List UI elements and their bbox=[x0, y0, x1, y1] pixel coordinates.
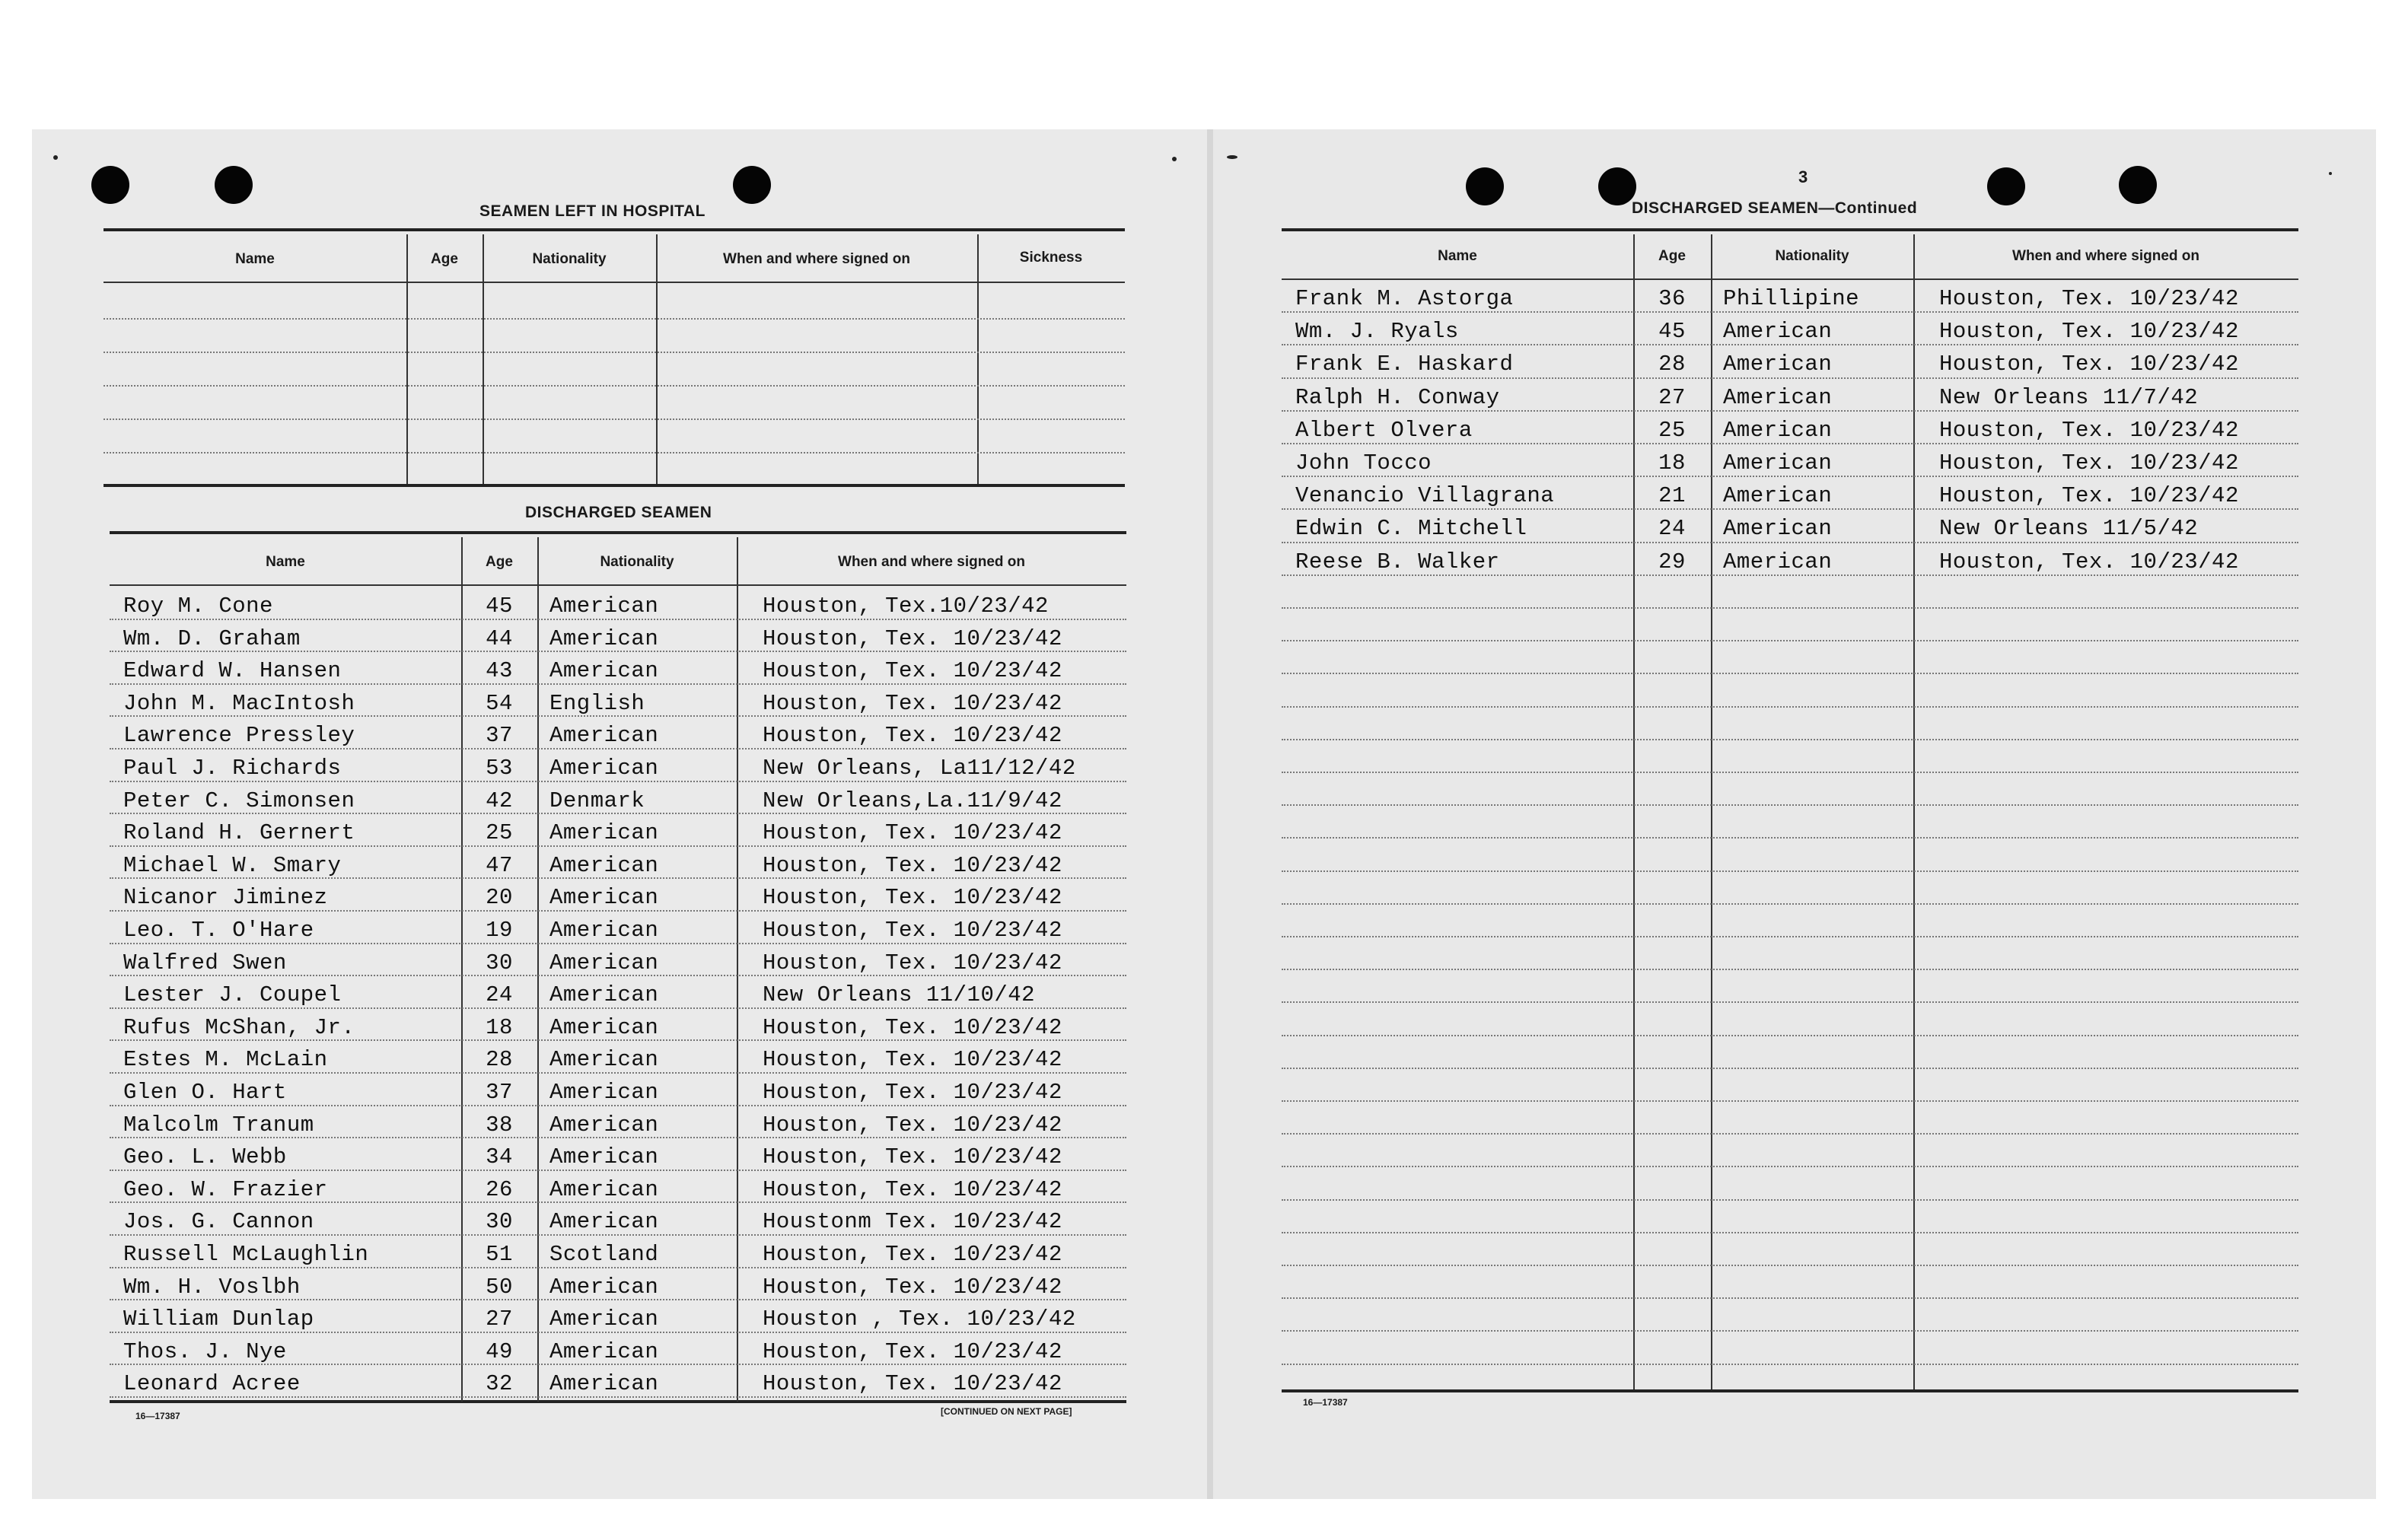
seaman-age: 18 bbox=[486, 1014, 513, 1040]
punch-hole bbox=[733, 166, 771, 204]
hospital-table bbox=[104, 228, 1125, 487]
seaman-age: 24 bbox=[1658, 516, 1686, 542]
seaman-name: Roland H. Gernert bbox=[123, 820, 355, 846]
row-line bbox=[1282, 377, 2298, 379]
seaman-signed-on: Houston, Tex. 10/23/42 bbox=[763, 1242, 1062, 1267]
row-line bbox=[1282, 443, 2298, 444]
seaman-age: 26 bbox=[486, 1176, 513, 1202]
seaman-name: Paul J. Richards bbox=[123, 756, 342, 781]
seaman-name: Lawrence Pressley bbox=[123, 723, 355, 749]
seaman-signed-on: Houston, Tex. 10/23/42 bbox=[1939, 319, 2239, 345]
seaman-signed-on: Houston, Tex. 10/23/42 bbox=[1939, 417, 2239, 443]
row-line bbox=[1282, 1330, 2298, 1332]
seaman-age: 36 bbox=[1658, 286, 1686, 311]
seaman-signed-on: Houston, Tex. 10/23/42 bbox=[763, 950, 1062, 975]
seaman-name: Reese B. Walker bbox=[1295, 549, 1500, 574]
seaman-name: Wm. J. Ryals bbox=[1295, 319, 1459, 345]
table-rule bbox=[1282, 1389, 2298, 1392]
punch-hole bbox=[215, 166, 253, 204]
row-line bbox=[1282, 640, 2298, 641]
seaman-name: Edwin C. Mitchell bbox=[1295, 516, 1527, 542]
seaman-nationality: American bbox=[1723, 319, 1833, 345]
discharged-continued-table bbox=[1282, 228, 2298, 1392]
seaman-name: Ralph H. Conway bbox=[1295, 384, 1500, 410]
seaman-name: Walfred Swen bbox=[123, 950, 287, 975]
table-rule bbox=[104, 282, 1125, 283]
column-divider bbox=[483, 234, 484, 484]
seaman-nationality: American bbox=[549, 723, 659, 749]
column-divider bbox=[1711, 234, 1712, 1389]
seaman-nationality: American bbox=[549, 918, 659, 943]
speck bbox=[1172, 157, 1177, 161]
seaman-nationality: American bbox=[549, 1176, 659, 1202]
form-number: 16—17387 bbox=[135, 1411, 180, 1421]
seaman-name: Geo. W. Frazier bbox=[123, 1176, 328, 1202]
row-line bbox=[1282, 706, 2298, 708]
seaman-name: Frank E. Haskard bbox=[1295, 352, 1514, 377]
seaman-name: John Tocco bbox=[1295, 450, 1432, 476]
seaman-age: 29 bbox=[1658, 549, 1686, 574]
seaman-signed-on: Houstonm Tex. 10/23/42 bbox=[763, 1209, 1062, 1235]
column-header-name: Name bbox=[1438, 248, 1477, 264]
seaman-name: Jos. G. Cannon bbox=[123, 1209, 314, 1235]
seaman-signed-on: Houston, Tex. 10/23/42 bbox=[763, 1371, 1062, 1397]
seaman-nationality: American bbox=[549, 1209, 659, 1235]
seaman-nationality: American bbox=[549, 1047, 659, 1073]
punch-hole bbox=[1987, 167, 2025, 205]
seaman-signed-on: Houston, Tex. 10/23/42 bbox=[763, 1014, 1062, 1040]
seaman-signed-on: Houston , Tex. 10/23/42 bbox=[763, 1306, 1076, 1332]
row-line bbox=[1282, 574, 2298, 576]
table-rule bbox=[110, 1400, 1126, 1403]
seaman-age: 25 bbox=[486, 820, 513, 846]
seaman-age: 50 bbox=[486, 1274, 513, 1300]
seaman-nationality: American bbox=[549, 1338, 659, 1364]
seaman-signed-on: New Orleans 11/7/42 bbox=[1939, 384, 2199, 410]
column-header-sickness: Sickness bbox=[1019, 250, 1083, 266]
seaman-signed-on: Houston, Tex. 10/23/42 bbox=[763, 918, 1062, 943]
seaman-signed-on: Houston, Tex. 10/23/42 bbox=[1939, 483, 2239, 509]
seaman-age: 45 bbox=[486, 594, 513, 619]
seaman-signed-on: Houston, Tex. 10/23/42 bbox=[763, 1080, 1062, 1105]
seaman-name: Wm. H. Voslbh bbox=[123, 1274, 301, 1300]
seaman-nationality: American bbox=[1723, 549, 1833, 574]
seaman-signed-on: Houston, Tex. 10/23/42 bbox=[763, 820, 1062, 846]
hospital-section-title: SEAMEN LEFT IN HOSPITAL bbox=[479, 202, 706, 220]
column-header-nationality: Nationality bbox=[1775, 248, 1849, 264]
seaman-nationality: English bbox=[549, 690, 645, 716]
row-line bbox=[1282, 1232, 2298, 1233]
seaman-signed-on: Houston, Tex. 10/23/42 bbox=[1939, 549, 2239, 574]
seaman-age: 18 bbox=[1658, 450, 1686, 476]
seaman-nationality: Phillipine bbox=[1723, 286, 1860, 311]
seaman-name: Malcolm Tranum bbox=[123, 1112, 314, 1138]
speck bbox=[53, 155, 58, 160]
seaman-nationality: American bbox=[549, 1371, 659, 1397]
row-line bbox=[104, 318, 1125, 320]
seaman-name: Geo. L. Webb bbox=[123, 1144, 287, 1170]
seaman-signed-on: Houston, Tex. 10/23/42 bbox=[1939, 286, 2239, 311]
row-line bbox=[1282, 1068, 2298, 1069]
row-line bbox=[104, 385, 1125, 387]
seaman-name: Roy M. Cone bbox=[123, 594, 273, 619]
punch-hole bbox=[91, 166, 129, 204]
seaman-name: Estes M. McLain bbox=[123, 1047, 328, 1073]
discharged-section-title: DISCHARGED SEAMEN bbox=[525, 504, 712, 521]
row-line bbox=[1282, 1133, 2298, 1135]
seaman-name: Leonard Acree bbox=[123, 1371, 301, 1397]
seaman-signed-on: New Orleans,La.11/9/42 bbox=[763, 788, 1062, 813]
seaman-nationality: American bbox=[1723, 352, 1833, 377]
row-line bbox=[1282, 1265, 2298, 1266]
seaman-age: 32 bbox=[486, 1371, 513, 1397]
seaman-age: 19 bbox=[486, 918, 513, 943]
seaman-nationality: American bbox=[1723, 483, 1833, 509]
seaman-name: Michael W. Smary bbox=[123, 852, 342, 878]
table-rule bbox=[110, 584, 1126, 586]
seaman-name: Lester J. Coupel bbox=[123, 982, 342, 1008]
seaman-nationality: American bbox=[1723, 516, 1833, 542]
row-line bbox=[1282, 673, 2298, 674]
seaman-signed-on: Houston, Tex. 10/23/42 bbox=[1939, 450, 2239, 476]
seaman-name: Russell McLaughlin bbox=[123, 1242, 369, 1267]
seaman-name: Peter C. Simonsen bbox=[123, 788, 355, 813]
row-line bbox=[1282, 936, 2298, 937]
discharged-continued-title: DISCHARGED SEAMEN—Continued bbox=[1632, 199, 1918, 217]
seaman-nationality: Denmark bbox=[549, 788, 645, 813]
column-divider bbox=[737, 537, 738, 1402]
seaman-signed-on: Houston, Tex. 10/23/42 bbox=[763, 690, 1062, 716]
seaman-nationality: American bbox=[549, 885, 659, 911]
seaman-name: Nicanor Jiminez bbox=[123, 885, 328, 911]
seaman-nationality: American bbox=[549, 1144, 659, 1170]
seaman-nationality: American bbox=[549, 982, 659, 1008]
table-rule bbox=[104, 228, 1125, 231]
row-line bbox=[1282, 837, 2298, 839]
row-line bbox=[1282, 1199, 2298, 1201]
table-rule bbox=[104, 484, 1125, 487]
seaman-age: 37 bbox=[486, 1080, 513, 1105]
seaman-signed-on: Houston, Tex. 10/23/42 bbox=[763, 1338, 1062, 1364]
row-line bbox=[1282, 870, 2298, 872]
column-divider bbox=[977, 234, 979, 484]
row-line bbox=[1282, 1166, 2298, 1167]
table-rule bbox=[110, 531, 1126, 534]
column-header-signed-on: When and where signed on bbox=[723, 251, 910, 267]
seaman-name: William Dunlap bbox=[123, 1306, 314, 1332]
seaman-nationality: American bbox=[549, 1112, 659, 1138]
seaman-age: 47 bbox=[486, 852, 513, 878]
row-line bbox=[1282, 344, 2298, 345]
seaman-name: Frank M. Astorga bbox=[1295, 286, 1514, 311]
seaman-age: 27 bbox=[1658, 384, 1686, 410]
seaman-name: Rufus McShan, Jr. bbox=[123, 1014, 355, 1040]
seaman-nationality: American bbox=[549, 1274, 659, 1300]
seaman-nationality: American bbox=[1723, 450, 1833, 476]
seaman-nationality: American bbox=[549, 1306, 659, 1332]
row-line bbox=[104, 352, 1125, 353]
punch-hole bbox=[2119, 166, 2157, 204]
seaman-nationality: American bbox=[549, 1080, 659, 1105]
seaman-name: John M. MacIntosh bbox=[123, 690, 355, 716]
seaman-signed-on: Houston, Tex. 10/23/42 bbox=[763, 1047, 1062, 1073]
seaman-signed-on: New Orleans 11/5/42 bbox=[1939, 516, 2199, 542]
seaman-age: 28 bbox=[486, 1047, 513, 1073]
seaman-age: 30 bbox=[486, 950, 513, 975]
seaman-age: 25 bbox=[1658, 417, 1686, 443]
seaman-signed-on: Houston, Tex. 10/23/42 bbox=[1939, 352, 2239, 377]
seaman-nationality: American bbox=[549, 820, 659, 846]
seaman-age: 53 bbox=[486, 756, 513, 781]
seaman-name: Wm. D. Graham bbox=[123, 625, 301, 651]
seaman-signed-on: New Orleans, La11/12/42 bbox=[763, 756, 1076, 781]
page-number: 3 bbox=[1798, 167, 1808, 186]
row-line bbox=[1282, 1297, 2298, 1299]
seaman-age: 27 bbox=[486, 1306, 513, 1332]
column-divider bbox=[1913, 234, 1915, 1389]
seaman-age: 44 bbox=[486, 625, 513, 651]
seaman-signed-on: Houston, Tex. 10/23/42 bbox=[763, 1176, 1062, 1202]
seaman-signed-on: Houston, Tex. 10/23/42 bbox=[763, 1112, 1062, 1138]
column-header-age: Age bbox=[1658, 248, 1686, 264]
column-header-name: Name bbox=[266, 554, 305, 570]
row-line bbox=[1282, 508, 2298, 510]
seaman-signed-on: Houston, Tex. 10/23/42 bbox=[763, 1274, 1062, 1300]
seaman-name: Edward W. Hansen bbox=[123, 658, 342, 684]
seaman-name: Albert Olvera bbox=[1295, 417, 1473, 443]
column-header-age: Age bbox=[486, 554, 513, 570]
seaman-nationality: Scotland bbox=[549, 1242, 659, 1267]
row-line bbox=[1282, 311, 2298, 313]
table-rule bbox=[1282, 228, 2298, 231]
seaman-nationality: American bbox=[549, 594, 659, 619]
row-line bbox=[104, 452, 1125, 454]
seaman-signed-on: Houston, Tex. 10/23/42 bbox=[763, 658, 1062, 684]
column-header-signed-on: When and where signed on bbox=[838, 554, 1025, 570]
row-line bbox=[1282, 804, 2298, 806]
column-divider bbox=[406, 234, 408, 484]
seaman-age: 24 bbox=[486, 982, 513, 1008]
row-line bbox=[104, 419, 1125, 420]
seaman-signed-on: Houston, Tex. 10/23/42 bbox=[763, 852, 1062, 878]
column-header-name: Name bbox=[235, 251, 275, 267]
row-line bbox=[1282, 542, 2298, 543]
seaman-name: Venancio Villagrana bbox=[1295, 483, 1555, 509]
seaman-signed-on: Houston, Tex.10/23/42 bbox=[763, 594, 1049, 619]
row-line bbox=[1282, 969, 2298, 970]
seaman-age: 49 bbox=[486, 1338, 513, 1364]
row-line bbox=[1282, 410, 2298, 412]
seaman-name: Thos. J. Nye bbox=[123, 1338, 287, 1364]
continued-note: [CONTINUED ON NEXT PAGE] bbox=[941, 1406, 1072, 1417]
row-line bbox=[1282, 1001, 2298, 1003]
seaman-nationality: American bbox=[549, 658, 659, 684]
punch-hole bbox=[1598, 167, 1636, 205]
seaman-signed-on: Houston, Tex. 10/23/42 bbox=[763, 885, 1062, 911]
seaman-age: 37 bbox=[486, 723, 513, 749]
page-fold bbox=[1207, 129, 1213, 1499]
speck bbox=[1227, 155, 1237, 159]
seaman-age: 45 bbox=[1658, 319, 1686, 345]
seaman-age: 51 bbox=[486, 1242, 513, 1267]
row-line bbox=[1282, 476, 2298, 477]
seaman-signed-on: Houston, Tex. 10/23/42 bbox=[763, 723, 1062, 749]
seaman-nationality: American bbox=[549, 625, 659, 651]
seaman-age: 38 bbox=[486, 1112, 513, 1138]
seaman-nationality: American bbox=[1723, 384, 1833, 410]
discharged-table bbox=[110, 531, 1126, 1403]
seaman-nationality: American bbox=[549, 950, 659, 975]
seaman-nationality: American bbox=[1723, 417, 1833, 443]
punch-hole bbox=[1466, 167, 1504, 205]
seaman-name: Glen O. Hart bbox=[123, 1080, 287, 1105]
form-number: 16—17387 bbox=[1303, 1397, 1348, 1408]
row-line bbox=[1282, 1364, 2298, 1365]
row-line bbox=[1282, 1035, 2298, 1036]
column-divider bbox=[656, 234, 658, 484]
column-header-age: Age bbox=[431, 251, 458, 267]
seaman-age: 30 bbox=[486, 1209, 513, 1235]
seaman-age: 20 bbox=[486, 885, 513, 911]
seaman-nationality: American bbox=[549, 756, 659, 781]
speck bbox=[2329, 172, 2332, 175]
row-line bbox=[1282, 607, 2298, 609]
column-header-nationality: Nationality bbox=[600, 554, 674, 570]
seaman-nationality: American bbox=[549, 1014, 659, 1040]
seaman-name: Leo. T. O'Hare bbox=[123, 918, 314, 943]
seaman-age: 54 bbox=[486, 690, 513, 716]
row-line bbox=[1282, 903, 2298, 905]
seaman-age: 42 bbox=[486, 788, 513, 813]
seaman-age: 34 bbox=[486, 1144, 513, 1170]
seaman-age: 21 bbox=[1658, 483, 1686, 509]
column-header-signed-on: When and where signed on bbox=[2012, 248, 2199, 264]
column-divider bbox=[537, 537, 539, 1402]
seaman-age: 43 bbox=[486, 658, 513, 684]
seaman-signed-on: Houston, Tex. 10/23/42 bbox=[763, 1144, 1062, 1170]
column-header-nationality: Nationality bbox=[532, 251, 607, 267]
table-rule bbox=[1282, 278, 2298, 280]
seaman-nationality: American bbox=[549, 852, 659, 878]
row-line bbox=[1282, 1100, 2298, 1102]
row-line bbox=[1282, 739, 2298, 740]
row-line bbox=[1282, 772, 2298, 773]
seaman-signed-on: New Orleans 11/10/42 bbox=[763, 982, 1036, 1008]
seaman-signed-on: Houston, Tex. 10/23/42 bbox=[763, 625, 1062, 651]
seaman-age: 28 bbox=[1658, 352, 1686, 377]
